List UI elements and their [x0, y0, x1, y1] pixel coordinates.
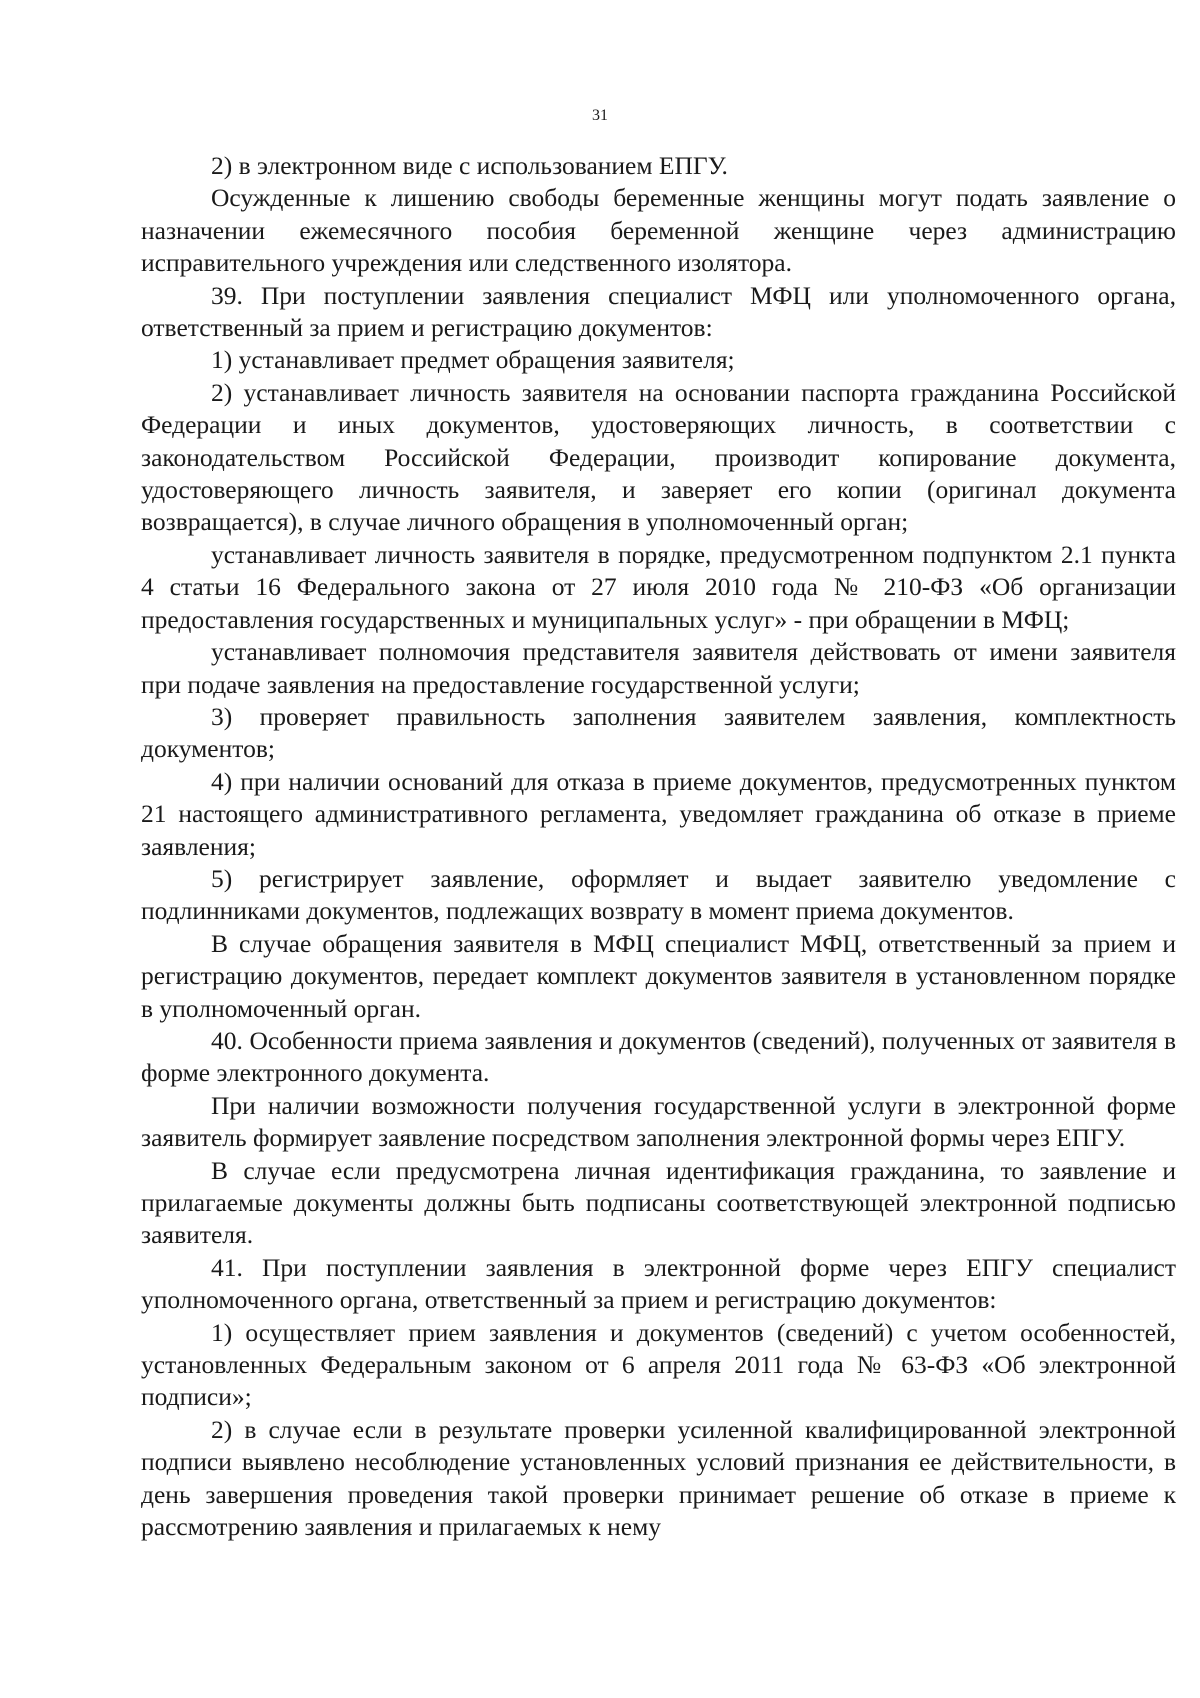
- page-number: 31: [592, 107, 608, 124]
- paragraph: Осужденные к лишению свободы беременные женщины могут подать заявление о назначении ежемесячного пособия беременной женщине через администрацию исправительного учреждения или следственного изолятора.: [141, 183, 1176, 278]
- paragraph: устанавливает личность заявителя в порядке, предусмотренном подпунктом 2.1 пункта 4 статьи 16 Федерального закона от 27 июля 2010 года № 210-ФЗ «Об организации предоставления государственных и муниципальных услуг» - при обращении в МФЦ;: [141, 539, 1176, 634]
- paragraph: 1) осуществляет прием заявления и документов (сведений) с учетом особенностей, установленных Федеральным законом от 6 апреля 2011 года № 63-ФЗ «Об электронной подписи»;: [141, 1317, 1176, 1412]
- document-body: [141, 150, 1176, 1543]
- paragraph: В случае если предусмотрена личная идентификация гражданина, то заявление и прилагаемые документы должны быть подписаны соответствующей электронной подписью заявителя.: [141, 1155, 1176, 1250]
- paragraph: 2) устанавливает личность заявителя на основании паспорта гражданина Российской Федерации и иных документов, удостоверяющих личность, в соответствии с законодательством Российской Федерации, производит копирование документа, удостоверяющего личность заявителя, и заверяет его копии (оригинал документа возвращается), в случае личного обращения в уполномоченный орган;: [141, 377, 1176, 537]
- paragraph: 2) в случае если в результате проверки усиленной квалифицированной электронной подписи выявлено несоблюдение установленных условий признания ее действительности, в день завершения проведения такой проверки принимает решение об отказе в приеме к рассмотрению заявления и прилагаемых к нему: [141, 1414, 1176, 1542]
- paragraph: 39. При поступлении заявления специалист МФЦ или уполномоченного органа, ответственный за прием и регистрацию документов:: [141, 280, 1176, 343]
- paragraph: 5) регистрирует заявление, оформляет и выдает заявителю уведомление с подлинниками документов, подлежащих возврату в момент приема документов.: [141, 863, 1176, 926]
- paragraph: В случае обращения заявителя в МФЦ специалист МФЦ, ответственный за прием и регистрацию документов, передает комплект документов заявителя в установленном порядке в уполномоченный орган.: [141, 928, 1176, 1023]
- paragraph: 40. Особенности приема заявления и документов (сведений), полученных от заявителя в форме электронного документа.: [141, 1025, 1176, 1088]
- paragraph: 3) проверяет правильность заполнения заявителем заявления, комплектность документов;: [141, 701, 1176, 764]
- paragraph: 41. При поступлении заявления в электронной форме через ЕПГУ специалист уполномоченного органа, ответственный за прием и регистрацию документов:: [141, 1252, 1176, 1315]
- paragraph: При наличии возможности получения государственной услуги в электронной форме заявитель формирует заявление посредством заполнения электронной формы через ЕПГУ.: [141, 1090, 1176, 1153]
- paragraph: устанавливает полномочия представителя заявителя действовать от имени заявителя при подаче заявления на предоставление государственной услуги;: [141, 637, 1176, 699]
- paragraph: 2) в электронном виде с использованием ЕПГУ.: [211, 151, 728, 180]
- paragraph: 1) устанавливает предмет обращения заявителя;: [211, 345, 735, 375]
- paragraph: 4) при наличии оснований для отказа в приеме документов, предусмотренных пунктом 21 настоящего административного регламента, уведомляет гражданина об отказе в приеме заявления;: [141, 766, 1176, 861]
